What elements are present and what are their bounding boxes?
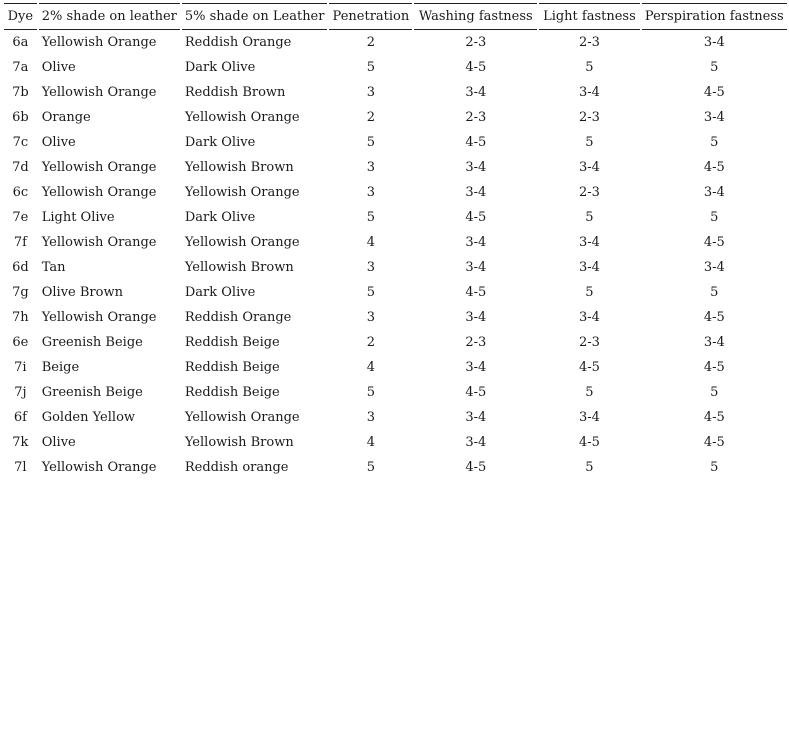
dye-fastness-table-wrapper: [2, 3, 789, 480]
cell-shade-5-percent: Dark Olive: [184, 135, 256, 150]
table-row: [4, 80, 787, 105]
cell-light-fastness: 5: [585, 60, 594, 75]
cell-dye: 7f: [13, 235, 27, 250]
cell-penetration: 4: [366, 360, 376, 375]
table-row: [4, 155, 787, 180]
header-shade-2-percent: 2% shade on leather: [39, 3, 180, 30]
cell-dye: 6d: [12, 260, 29, 275]
cell-light-fastness: 4-5: [578, 435, 600, 450]
cell-penetration: 2: [366, 335, 376, 350]
cell-penetration: 4: [366, 435, 376, 450]
cell-light-fastness: 2-3: [578, 335, 600, 350]
cell-washing-fastness: 3-4: [465, 360, 487, 375]
cell-penetration: 2: [366, 35, 376, 50]
cell-washing-fastness: 4-5: [465, 135, 487, 150]
cell-shade-5-percent: Yellowish Orange: [184, 110, 300, 125]
table-row: [4, 105, 787, 130]
cell-shade-5-percent: Dark Olive: [184, 210, 256, 225]
cell-perspiration-fastness: 3-4: [703, 110, 725, 125]
cell-penetration: 5: [366, 460, 376, 475]
cell-dye: 7i: [14, 360, 27, 375]
cell-shade-2-percent: Light Olive: [41, 210, 115, 225]
table-row: [4, 380, 787, 405]
cell-dye: 7g: [12, 285, 29, 300]
cell-dye: 7c: [12, 135, 29, 150]
cell-perspiration-fastness: 5: [710, 135, 719, 150]
cell-washing-fastness: 3-4: [465, 185, 487, 200]
cell-light-fastness: 5: [585, 385, 594, 400]
cell-penetration: 5: [366, 285, 376, 300]
cell-dye: 7b: [12, 85, 29, 100]
table-header: [4, 3, 787, 30]
header-penetration: Penetration: [329, 3, 412, 30]
table-row: [4, 405, 787, 430]
cell-perspiration-fastness: 4-5: [703, 360, 725, 375]
cell-perspiration-fastness: 5: [710, 460, 719, 475]
cell-shade-2-percent: Yellowish Orange: [41, 235, 157, 250]
cell-shade-2-percent: Yellowish Orange: [41, 35, 157, 50]
table-row: [4, 255, 787, 280]
table-row: [4, 455, 787, 480]
cell-dye: 7d: [12, 160, 29, 175]
cell-perspiration-fastness: 5: [710, 60, 719, 75]
cell-penetration: 3: [366, 260, 376, 275]
cell-shade-2-percent: Olive: [41, 435, 76, 450]
table-row: [4, 30, 787, 55]
cell-perspiration-fastness: 4-5: [703, 410, 725, 425]
cell-dye: 6e: [12, 335, 29, 350]
cell-penetration: 3: [366, 310, 376, 325]
cell-shade-2-percent: Orange: [41, 110, 91, 125]
cell-washing-fastness: 4-5: [465, 60, 487, 75]
header-light-fastness: Light fastness: [539, 3, 639, 30]
cell-light-fastness: 3-4: [578, 160, 600, 175]
cell-shade-5-percent: Reddish Brown: [184, 85, 286, 100]
cell-shade-5-percent: Yellowish Orange: [184, 235, 300, 250]
cell-shade-2-percent: Olive Brown: [41, 285, 123, 300]
cell-shade-2-percent: Yellowish Orange: [41, 160, 157, 175]
cell-washing-fastness: 3-4: [465, 235, 487, 250]
table-row: [4, 130, 787, 155]
table-row: [4, 305, 787, 330]
cell-dye: 7h: [12, 310, 29, 325]
cell-shade-5-percent: Yellowish Brown: [184, 160, 294, 175]
cell-penetration: 5: [366, 60, 376, 75]
cell-washing-fastness: 4-5: [465, 385, 487, 400]
cell-shade-2-percent: Yellowish Orange: [41, 460, 157, 475]
cell-shade-5-percent: Yellowish Brown: [184, 435, 294, 450]
cell-light-fastness: 3-4: [578, 235, 600, 250]
cell-washing-fastness: 2-3: [465, 335, 487, 350]
cell-perspiration-fastness: 4-5: [703, 435, 725, 450]
cell-shade-5-percent: Dark Olive: [184, 285, 256, 300]
cell-shade-5-percent: Yellowish Orange: [184, 410, 300, 425]
cell-perspiration-fastness: 5: [710, 210, 719, 225]
table-body: [4, 30, 787, 480]
cell-dye: 6c: [12, 185, 29, 200]
cell-dye: 7l: [14, 460, 27, 475]
cell-washing-fastness: 3-4: [465, 435, 487, 450]
cell-penetration: 5: [366, 385, 376, 400]
cell-shade-5-percent: Reddish Beige: [184, 360, 280, 375]
cell-penetration: 4: [366, 235, 376, 250]
table-row: [4, 180, 787, 205]
cell-shade-2-percent: Tan: [41, 260, 66, 275]
cell-perspiration-fastness: 4-5: [703, 310, 725, 325]
cell-washing-fastness: 3-4: [465, 310, 487, 325]
header-dye: Dye: [4, 3, 37, 30]
cell-dye: 7e: [12, 210, 29, 225]
cell-penetration: 3: [366, 185, 376, 200]
cell-dye: 6a: [12, 35, 29, 50]
cell-washing-fastness: 4-5: [465, 210, 487, 225]
table-row: [4, 205, 787, 230]
cell-penetration: 2: [366, 110, 376, 125]
cell-perspiration-fastness: 4-5: [703, 160, 725, 175]
cell-shade-5-percent: Reddish Orange: [184, 310, 292, 325]
cell-shade-5-percent: Yellowish Brown: [184, 260, 294, 275]
cell-washing-fastness: 4-5: [465, 460, 487, 475]
cell-washing-fastness: 2-3: [465, 110, 487, 125]
cell-dye: 7k: [12, 435, 29, 450]
cell-shade-5-percent: Reddish Orange: [184, 35, 292, 50]
cell-washing-fastness: 3-4: [465, 410, 487, 425]
cell-washing-fastness: 4-5: [465, 285, 487, 300]
cell-light-fastness: 3-4: [578, 260, 600, 275]
cell-light-fastness: 2-3: [578, 35, 600, 50]
table-row: [4, 55, 787, 80]
cell-perspiration-fastness: 5: [710, 385, 719, 400]
table-row: [4, 330, 787, 355]
cell-perspiration-fastness: 3-4: [703, 35, 725, 50]
cell-washing-fastness: 3-4: [465, 85, 487, 100]
cell-dye: 6f: [13, 410, 27, 425]
cell-light-fastness: 4-5: [578, 360, 600, 375]
cell-washing-fastness: 3-4: [465, 160, 487, 175]
cell-shade-2-percent: Yellowish Orange: [41, 310, 157, 325]
cell-penetration: 5: [366, 135, 376, 150]
cell-perspiration-fastness: 4-5: [703, 85, 725, 100]
header-row: [4, 3, 787, 30]
cell-light-fastness: 2-3: [578, 185, 600, 200]
dye-fastness-table: [2, 3, 789, 480]
cell-shade-2-percent: Olive: [41, 135, 76, 150]
cell-shade-2-percent: Olive: [41, 60, 76, 75]
cell-shade-5-percent: Yellowish Orange: [184, 185, 300, 200]
cell-light-fastness: 3-4: [578, 85, 600, 100]
cell-penetration: 3: [366, 85, 376, 100]
cell-light-fastness: 3-4: [578, 310, 600, 325]
cell-perspiration-fastness: 3-4: [703, 335, 725, 350]
cell-shade-5-percent: Reddish Beige: [184, 385, 280, 400]
header-perspiration-fastness: Perspiration fastness: [642, 3, 787, 30]
cell-shade-5-percent: Dark Olive: [184, 60, 256, 75]
cell-shade-2-percent: Yellowish Orange: [41, 185, 157, 200]
cell-penetration: 3: [366, 160, 376, 175]
cell-perspiration-fastness: 4-5: [703, 235, 725, 250]
cell-light-fastness: 5: [585, 210, 594, 225]
table-row: [4, 430, 787, 455]
cell-light-fastness: 5: [585, 135, 594, 150]
cell-light-fastness: 5: [585, 460, 594, 475]
cell-light-fastness: 5: [585, 285, 594, 300]
table-row: [4, 280, 787, 305]
cell-dye: 7a: [12, 60, 29, 75]
header-washing-fastness: Washing fastness: [414, 3, 537, 30]
cell-shade-5-percent: Reddish Beige: [184, 335, 280, 350]
cell-light-fastness: 3-4: [578, 410, 600, 425]
cell-shade-2-percent: Greenish Beige: [41, 335, 143, 350]
cell-shade-2-percent: Golden Yellow: [41, 410, 136, 425]
cell-perspiration-fastness: 3-4: [703, 260, 725, 275]
cell-dye: 7j: [14, 385, 27, 400]
cell-shade-2-percent: Beige: [41, 360, 80, 375]
header-shade-5-percent: 5% shade on Leather: [182, 3, 328, 30]
cell-shade-2-percent: Greenish Beige: [41, 385, 143, 400]
cell-dye: 6b: [12, 110, 29, 125]
table-row: [4, 355, 787, 380]
cell-washing-fastness: 3-4: [465, 260, 487, 275]
cell-penetration: 5: [366, 210, 376, 225]
table-row: [4, 230, 787, 255]
cell-shade-5-percent: Reddish orange: [184, 460, 289, 475]
cell-washing-fastness: 2-3: [465, 35, 487, 50]
cell-perspiration-fastness: 5: [710, 285, 719, 300]
cell-light-fastness: 2-3: [578, 110, 600, 125]
cell-penetration: 3: [366, 410, 376, 425]
cell-shade-2-percent: Yellowish Orange: [41, 85, 157, 100]
cell-perspiration-fastness: 3-4: [703, 185, 725, 200]
